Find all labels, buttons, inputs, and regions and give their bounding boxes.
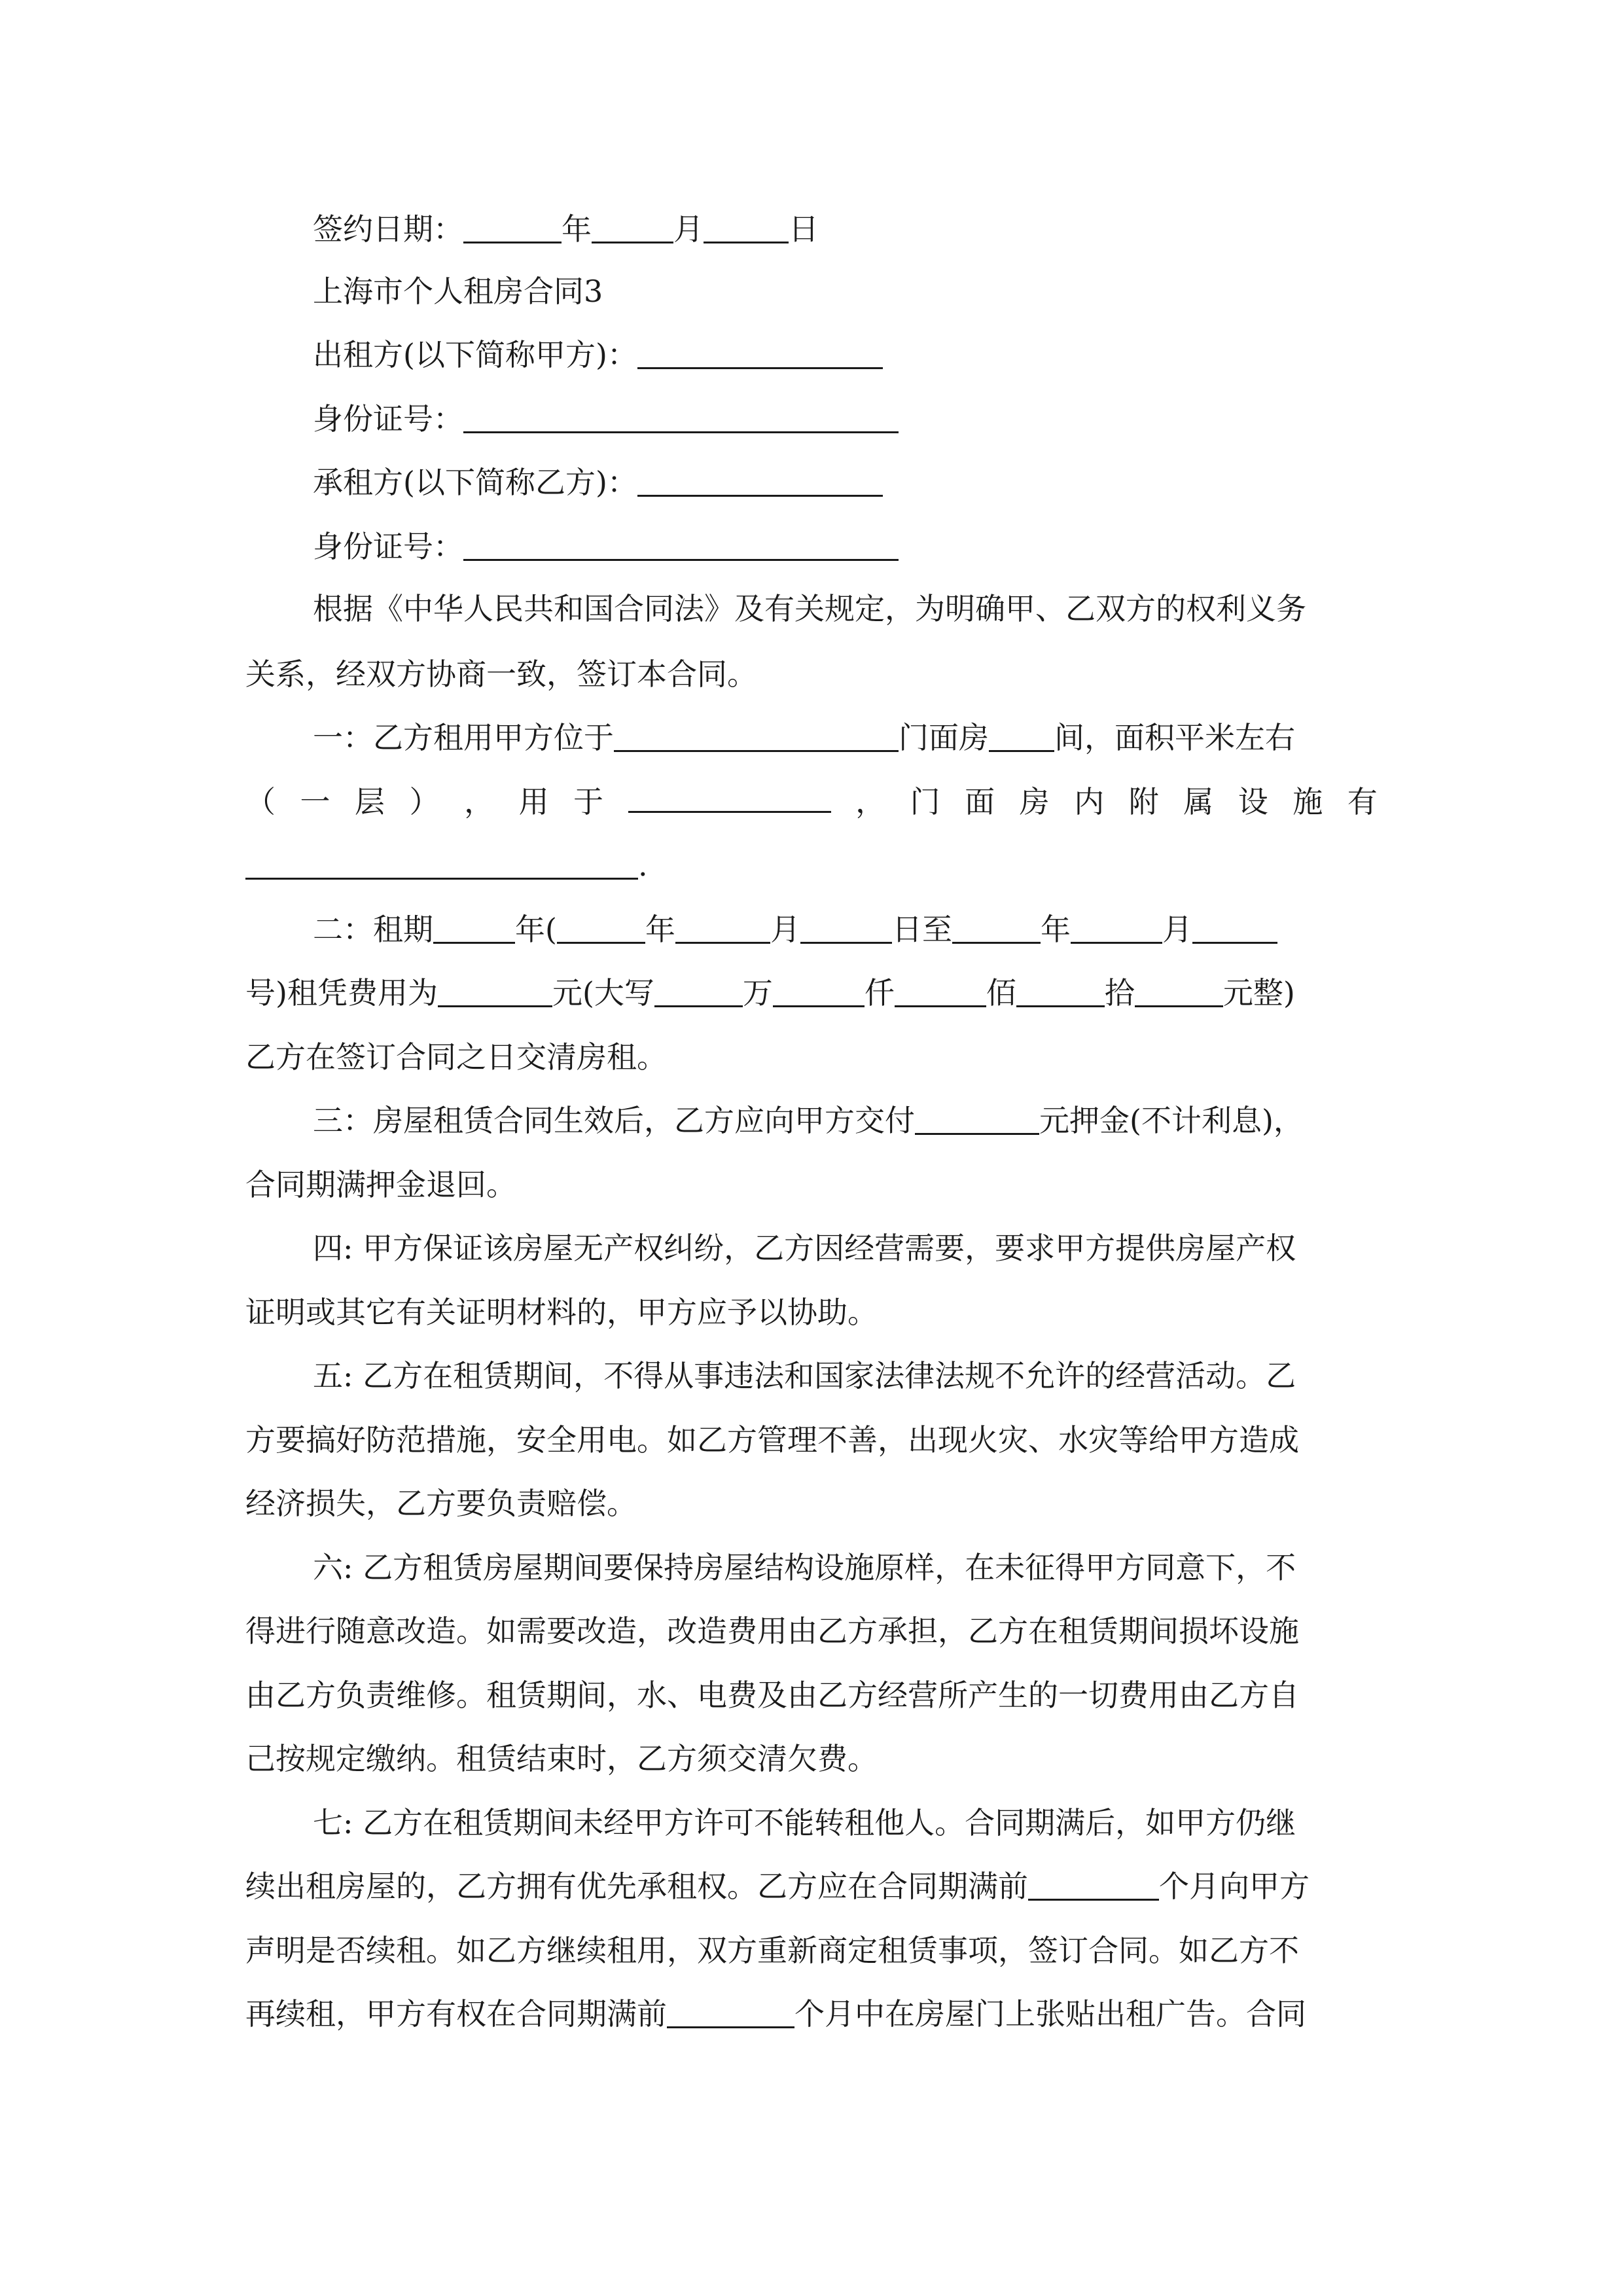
c1-char: 一 xyxy=(300,784,330,819)
lessee-label: 承租方(以下简称乙方)： xyxy=(313,465,637,500)
lessee-blank xyxy=(637,466,883,497)
clause-3-line-1 xyxy=(313,1101,1304,1140)
c1-char: 内 xyxy=(1074,784,1105,819)
c2-text: 日至 xyxy=(891,912,952,947)
clause-5-line-2: 方要搞好防范措施，安全用电。如乙方管理不善，出现火灾、水灾等给甲方造成 xyxy=(245,1422,1299,1458)
day-label: 日 xyxy=(789,211,819,247)
c2-text: 年 xyxy=(645,912,675,947)
c1-char: 层 xyxy=(355,784,385,819)
clause-1-text-c: 间，面积平米左右 xyxy=(1054,720,1295,755)
c7-text: 续出租房屋的，乙方拥有优先承租权。乙方应在合同期满前 xyxy=(245,1869,1028,1904)
renewal-notice-blank xyxy=(1028,1870,1159,1901)
c7-text: 再续租，甲方有权在合同期满前 xyxy=(245,1996,667,2032)
qian-blank xyxy=(773,977,865,1007)
lessee-line xyxy=(313,463,883,502)
sign-date-line xyxy=(313,209,819,249)
clause-7-line-2 xyxy=(245,1867,1310,1906)
clause-1-line-2 xyxy=(245,782,1378,821)
c2-text: 元整) xyxy=(1222,975,1295,1011)
intro-line-1: 根据《中华人民共和国合同法》及有关规定，为明确甲、乙双方的权利义务 xyxy=(313,591,1306,626)
c1-char: 施 xyxy=(1293,784,1323,819)
rent-amount-blank xyxy=(438,977,552,1007)
clause-1-text-a: 一：乙方租用甲方位于 xyxy=(313,720,614,755)
c2-text: 元(大写 xyxy=(552,975,654,1011)
c1-char: 于 xyxy=(573,784,604,819)
clause-6-line-2: 得进行随意改造。如需要改造，改造费用由乙方承担，乙方在租赁期间损坏设施 xyxy=(245,1613,1299,1649)
clause-2-line-3: 乙方在签订合同之日交清房租。 xyxy=(245,1039,667,1075)
clause-2-line-1 xyxy=(313,910,1277,949)
lessor-id-line xyxy=(313,399,899,439)
end-year-blank xyxy=(952,913,1041,944)
clause-6-line-4: 己按规定缴纳。租赁结束时，乙方须交清欠费。 xyxy=(245,1741,878,1776)
end-month-blank xyxy=(1071,913,1162,944)
shi-blank xyxy=(1016,977,1105,1007)
c2-text: 佰 xyxy=(986,975,1016,1011)
c1-char: 门 xyxy=(910,784,940,819)
lessee-id-blank xyxy=(463,530,899,561)
end-day-blank xyxy=(1192,913,1277,944)
month-blank xyxy=(592,213,673,243)
intro-line-2: 关系，经双方协商一致，签订本合同。 xyxy=(245,656,757,692)
clause-1-line-1 xyxy=(313,718,1295,757)
clause-5-line-1: 五: 乙方在租赁期间，不得从事违法和国家法律法规不允许的经营活动。乙 xyxy=(313,1358,1296,1393)
c1-char: 设 xyxy=(1238,784,1268,819)
lessor-label: 出租方(以下简称甲方)： xyxy=(313,337,637,372)
location-blank xyxy=(614,721,899,752)
c2-text: 拾 xyxy=(1104,975,1135,1011)
c3-text: 三：房屋租赁合同生效后，乙方应向甲方交付 xyxy=(313,1103,915,1138)
contract-title: 上海市个人租房合同3 xyxy=(313,274,603,309)
facilities-blank xyxy=(245,849,638,880)
c1-char: ， xyxy=(855,784,886,819)
c1-char: 属 xyxy=(1183,784,1214,819)
clause-5-line-3: 经济损失，乙方要负责赔偿。 xyxy=(245,1486,637,1521)
term-years-blank xyxy=(433,913,515,944)
sign-date-label: 签约日期： xyxy=(313,211,463,247)
deposit-blank xyxy=(915,1104,1039,1135)
clause-7-line-3: 声明是否续租。如乙方继续租用，双方重新商定租赁事项，签订合同。如乙方不 xyxy=(245,1933,1299,1968)
c1-char: 有 xyxy=(1347,784,1378,819)
month-label: 月 xyxy=(673,211,704,247)
c1-char: 用 xyxy=(518,784,549,819)
c2-text: 月 xyxy=(1162,912,1192,947)
wan-blank xyxy=(654,977,743,1007)
year-blank xyxy=(463,213,562,243)
c2-text: 仟 xyxy=(864,975,895,1011)
clause-4-line-1: 四: 甲方保证该房屋无产权纠纷，乙方因经营需要，要求甲方提供房屋产权 xyxy=(313,1230,1296,1266)
c2-text: 年( xyxy=(515,912,557,947)
c2-text: 年 xyxy=(1040,912,1071,947)
c2-text: 二：租期 xyxy=(313,912,433,947)
c1-char: 面 xyxy=(965,784,995,819)
lessor-id-blank xyxy=(463,403,899,433)
c1-char: ） xyxy=(409,784,440,819)
start-day-blank xyxy=(800,913,892,944)
clause-1-line-3 xyxy=(245,846,648,885)
clause-7-line-4 xyxy=(245,1994,1306,2034)
start-month-blank xyxy=(675,913,770,944)
c1-char: ， xyxy=(464,784,495,819)
clause-2-line-2 xyxy=(245,973,1295,1013)
usage-blank xyxy=(628,782,831,813)
lessor-line xyxy=(313,335,883,374)
year-label: 年 xyxy=(562,211,592,247)
c1-char: 房 xyxy=(1019,784,1050,819)
id-label: 身份证号： xyxy=(313,401,463,437)
yuan-blank xyxy=(1135,977,1223,1007)
clause-6-line-1: 六: 乙方租赁房屋期间要保持房屋结构设施原样，在未征得甲方同意下，不 xyxy=(313,1550,1296,1585)
start-year-blank xyxy=(557,913,645,944)
c7-text: 个月中在房屋门上张贴出租广告。合同 xyxy=(794,1996,1306,2032)
bai-blank xyxy=(895,977,986,1007)
c2-text: 月 xyxy=(770,912,800,947)
day-blank xyxy=(704,213,789,243)
clause-3-line-2: 合同期满押金退回。 xyxy=(245,1167,516,1202)
c7-text: 个月向甲方 xyxy=(1159,1869,1310,1904)
c2-text: 号)租凭费用为 xyxy=(245,975,438,1011)
clause-6-line-3: 由乙方负责维修。租赁期间，水、电费及由乙方经营所产生的一切费用由乙方自 xyxy=(245,1677,1299,1713)
rooms-blank xyxy=(989,721,1054,752)
advert-months-blank xyxy=(667,1998,794,2028)
clause-1-text-b: 门面房 xyxy=(899,720,989,755)
clause-1-end: . xyxy=(638,848,648,883)
clause-4-line-2: 证明或其它有关证明材料的，甲方应予以协助。 xyxy=(245,1295,878,1330)
c2-text: 万 xyxy=(742,975,773,1011)
clause-7-line-1: 七: 乙方在租赁期间未经甲方许可不能转租他人。合同期满后，如甲方仍继 xyxy=(313,1805,1296,1840)
lessor-blank xyxy=(637,338,883,369)
c3-text: 元押金(不计利息)， xyxy=(1039,1103,1304,1138)
c1-char: 附 xyxy=(1128,784,1159,819)
c1-char: （ xyxy=(245,784,276,819)
id-label: 身份证号： xyxy=(313,529,463,564)
lessee-id-line xyxy=(313,527,899,566)
